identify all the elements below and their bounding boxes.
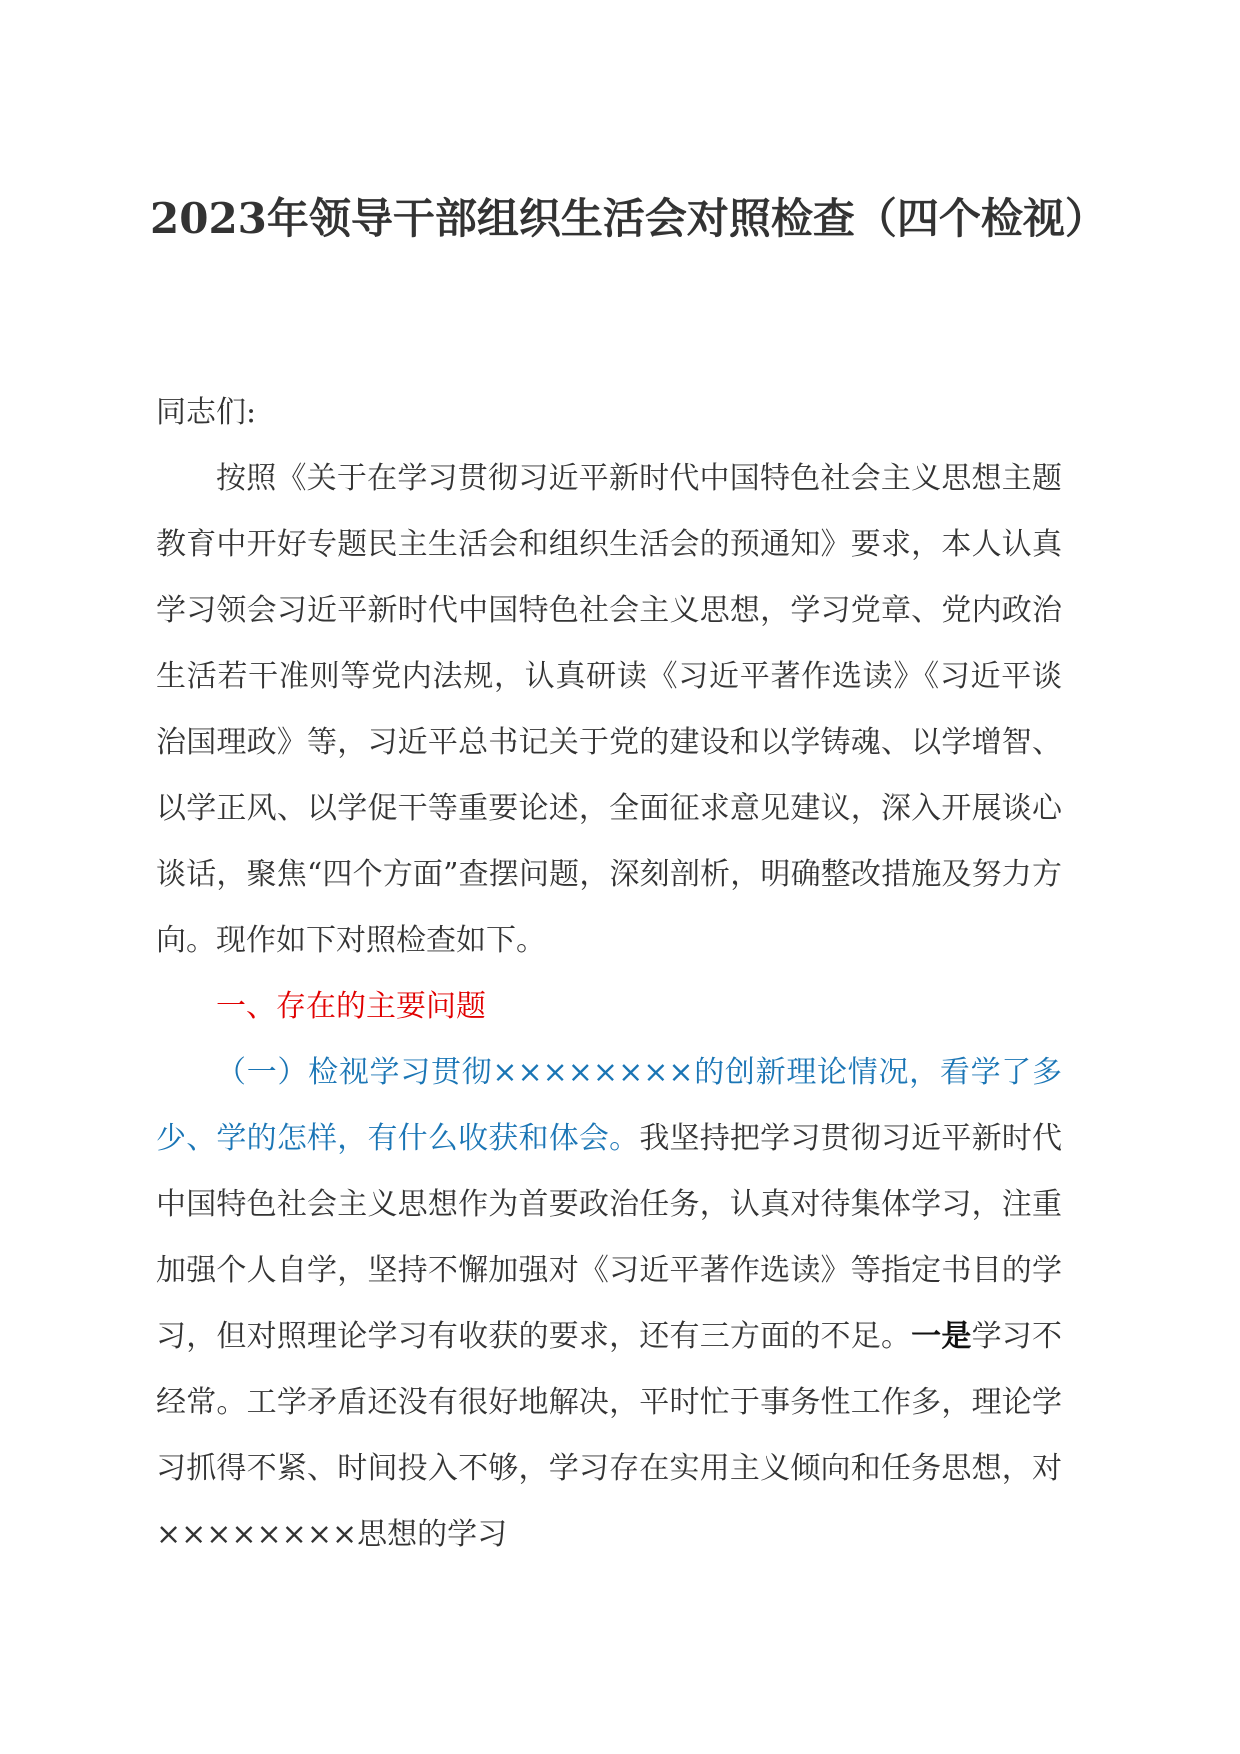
document-body	[156, 380, 1062, 1568]
intro-paragraph: 按照《关于在学习贯彻习近平新时代中国特色社会主义思想主题教育中开好专题民主生活会和组织生活会的预通知》要求，本人认真学习领会习近平新时代中国特色社会主义思想，学习党章、党内政治生活若干准则等党内法规，认真研读《习近平著作选读》《习近平谈治国理政》等，习近平总书记关于党的建设和以学铸魂、以学增智、以学正风、以学促干等重要论述，全面征求意见建议，深入开展谈心谈话，聚焦“四个方面”查摆问题，深刻剖析，明确整改措施及努力方向。现作如下对照检查如下。	[156, 461, 1062, 958]
subsection-paragraph-1	[156, 1040, 1062, 1568]
salutation: 同志们:	[156, 395, 257, 430]
subsection-text-1: 我坚持把学习贯彻习近平新时代中国特色社会主义思想作为首要政治任务，认真对待集体学习，注重加强个人自学，坚持不懈加强对《习近平著作选读》等指定书目的学习，但对照理论学习有收获的要求，还有三方面的不足。	[156, 1121, 1063, 1354]
subsection-heading-1: （一）检视学习贯彻××××××××的创新理论情况，看学了多少、学的怎样，有什么收获和体会。	[156, 1055, 1062, 1156]
point-label-1: 一是	[911, 1319, 972, 1354]
point-text-1: 学习不经常。工学矛盾还没有很好地解决，平时忙于事务性工作多，理论学习抓得不紧、时间投入不够，学习存在实用主义倾向和任务思想，对××××××××思想的学习	[156, 1319, 1063, 1552]
section-heading-main-problems: 一、存在的主要问题	[216, 989, 486, 1024]
document-title: 2023年领导干部组织生活会对照检查（四个检视）	[150, 194, 1107, 243]
